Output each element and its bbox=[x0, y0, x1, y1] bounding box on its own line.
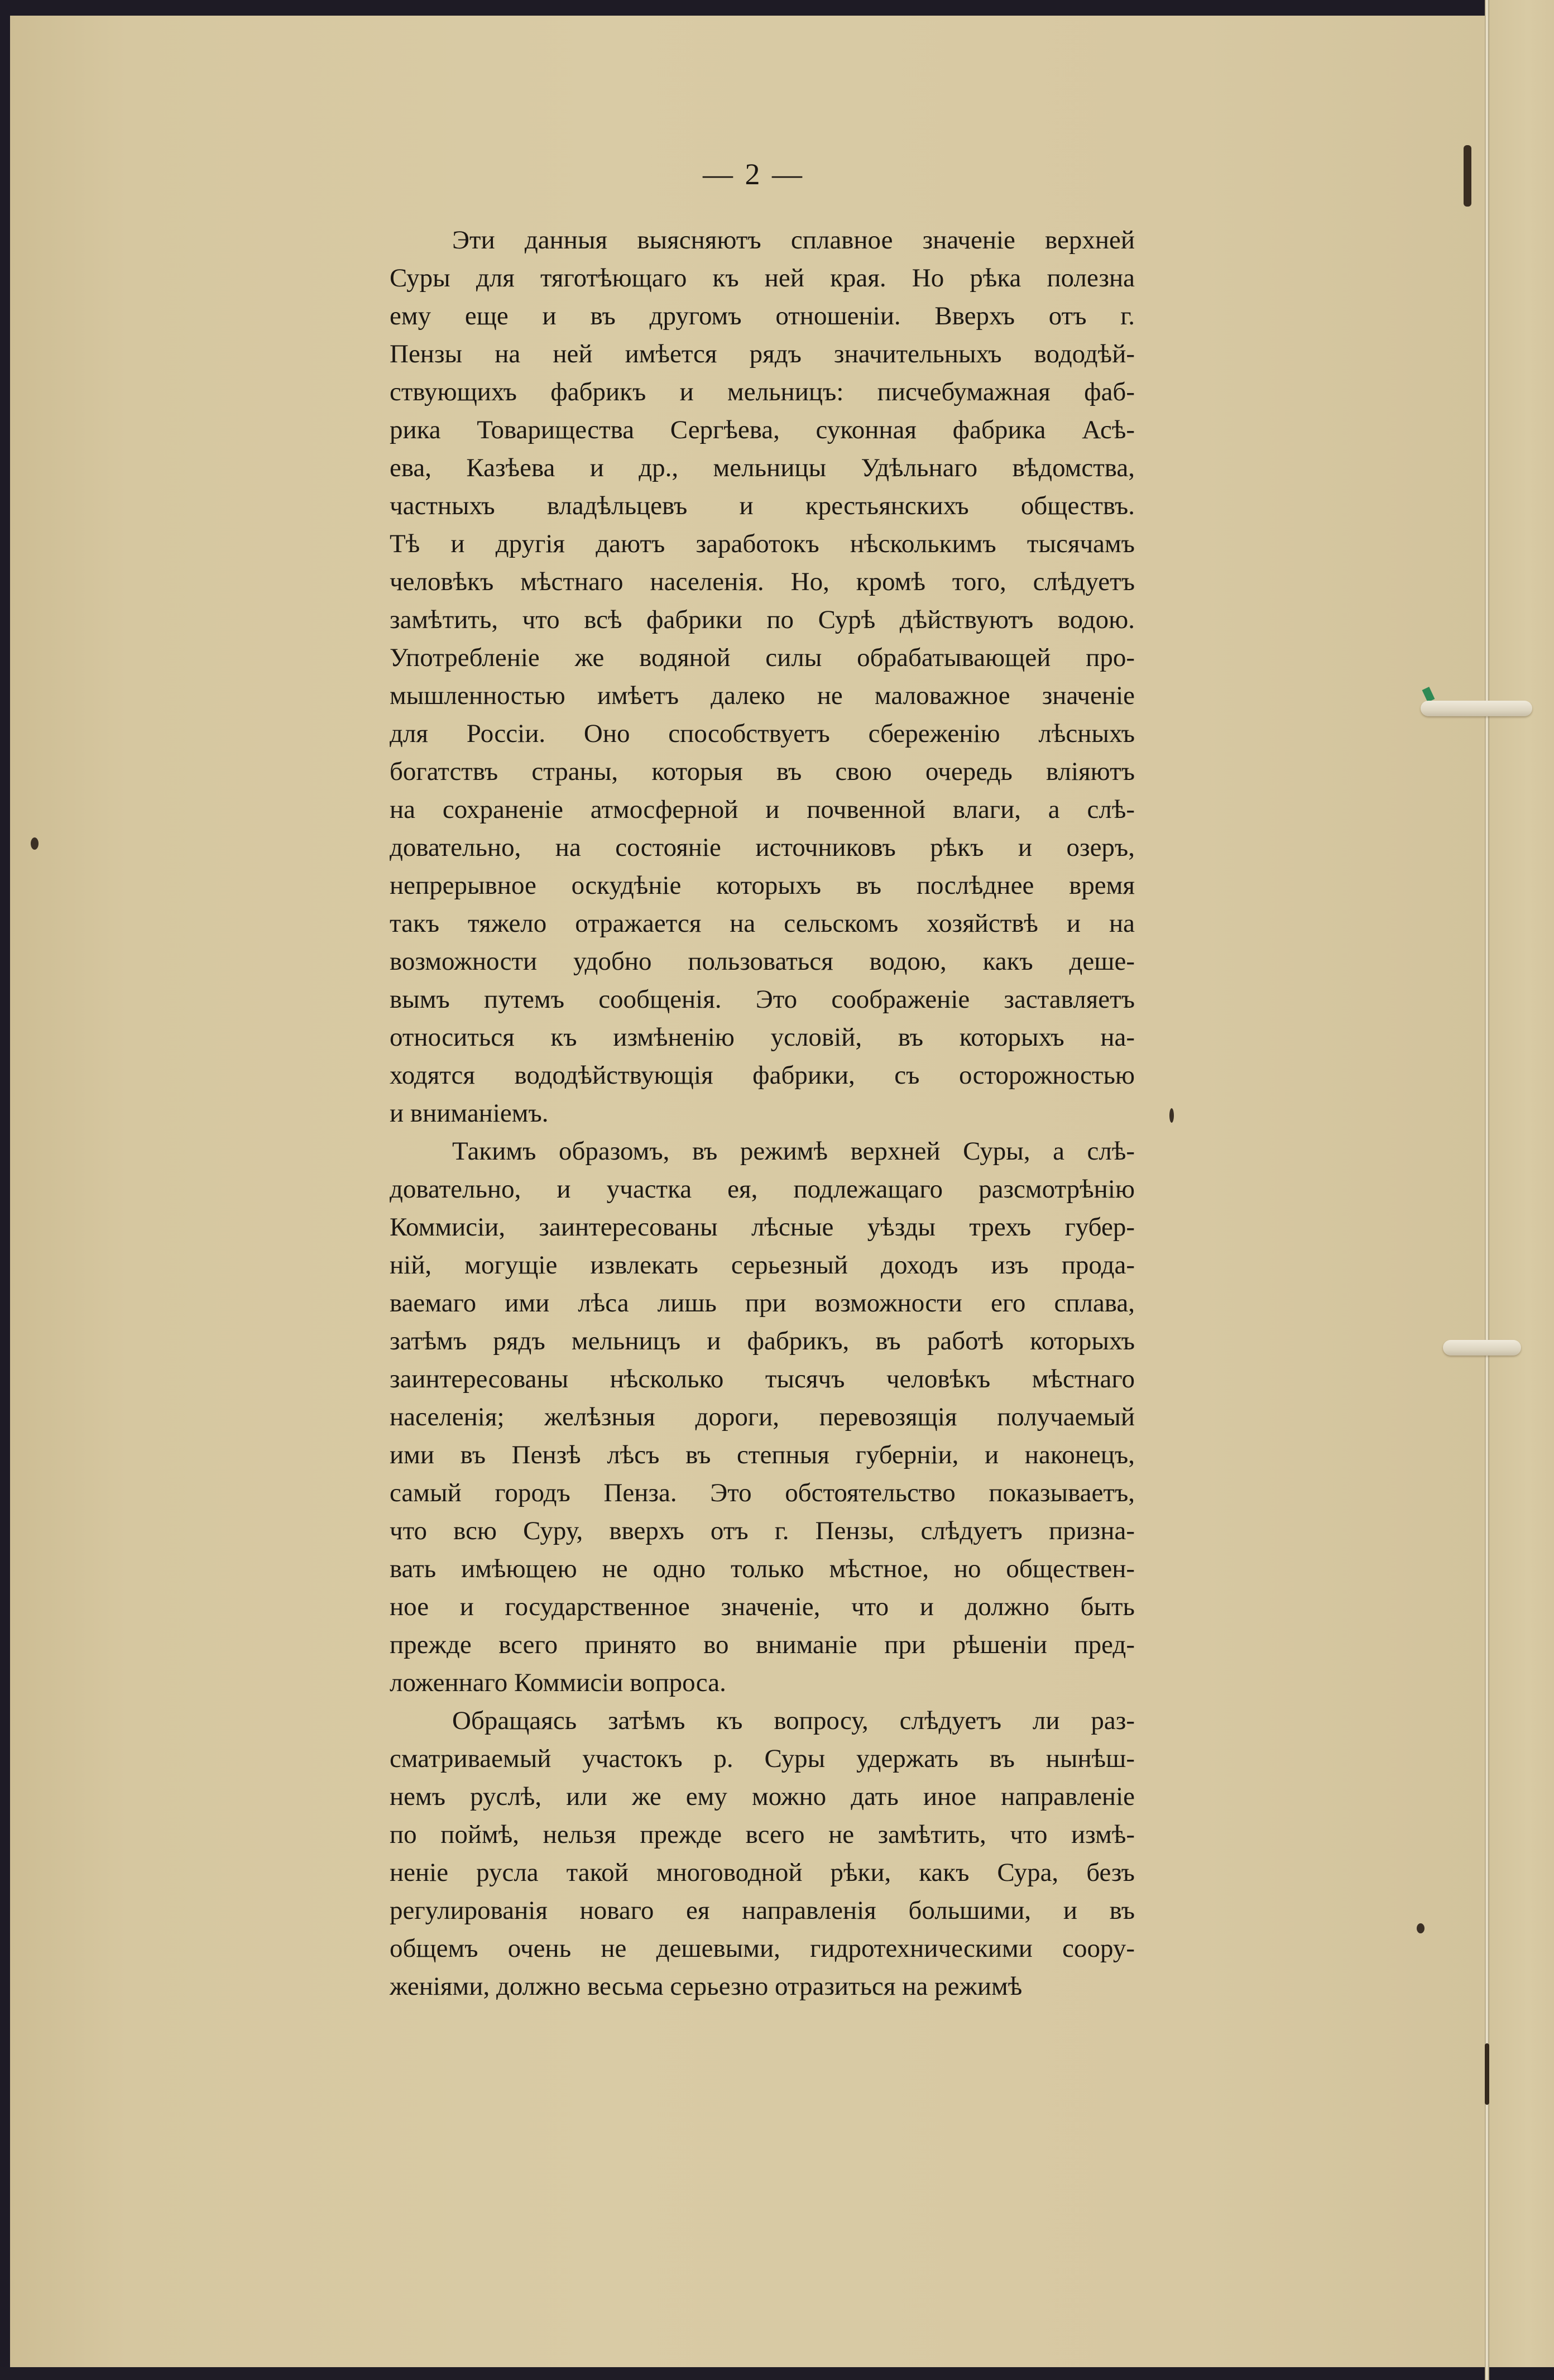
text-line: Коммисіи, заинтересованы лѣсные уѣзды трехъ губер- bbox=[390, 1213, 1135, 1242]
text-line: самый городъ Пенза. Это обстоятельство показываетъ, bbox=[390, 1478, 1135, 1507]
text-line: вать имѣющею не одно только мѣстное, но обществен- bbox=[390, 1554, 1135, 1583]
text-line: рика Товарищества Сергѣева, суконная фабрика Асѣ- bbox=[390, 415, 1135, 444]
text-line: ствующихъ фабрикъ и мельницъ: писчебумажная фаб- bbox=[390, 377, 1135, 406]
text-line: затѣмъ рядъ мельницъ и фабрикъ, въ работѣ которыхъ bbox=[390, 1327, 1135, 1356]
text-line: частныхъ владѣльцевъ и крестьянскихъ обществъ. bbox=[390, 491, 1135, 520]
text-line: ное и государственное значеніе, что и должно быть bbox=[390, 1592, 1135, 1621]
text-line: непрерывное оскудѣніе которыхъ въ послѣднее время bbox=[390, 871, 1135, 900]
text-line: ваемаго ими лѣса лишь при возможности его сплава, bbox=[390, 1289, 1135, 1318]
text-line: Тѣ и другія даютъ заработокъ нѣсколькимъ тысячамъ bbox=[390, 529, 1135, 558]
binding-tear-mark bbox=[1485, 2043, 1489, 2105]
text-line: на сохраненіе атмосферной и почвенной влаги, а слѣ- bbox=[390, 795, 1135, 824]
text-line: относиться къ измѣненію условій, въ которыхъ на- bbox=[390, 1023, 1135, 1052]
text-line: сматриваемый участокъ р. Суры удержать въ нынѣш- bbox=[390, 1744, 1135, 1773]
body-text bbox=[390, 221, 1135, 2005]
binding-tear-mark bbox=[1464, 145, 1471, 207]
text-line: Такимъ образомъ, въ режимѣ верхней Суры, а слѣ- bbox=[452, 1137, 1135, 1166]
paragraph bbox=[390, 1132, 1135, 1702]
text-line: неніе русла такой многоводной рѣки, какъ Сура, безъ bbox=[390, 1858, 1135, 1887]
text-line: ими въ Пензѣ лѣсъ въ степныя губерніи, и наконецъ, bbox=[390, 1440, 1135, 1469]
text-line: довательно, и участка ея, подлежащаго разсмотрѣнію bbox=[390, 1175, 1135, 1204]
text-line: Употребленіе же водяной силы обрабатывающей про- bbox=[390, 643, 1135, 672]
bottom-dark-edge bbox=[0, 2367, 1554, 2380]
text-line: по поймѣ, нельзя прежде всего не замѣтить, что измѣ- bbox=[390, 1820, 1135, 1849]
text-line: общемъ очень не дешевыми, гидротехническими соору- bbox=[390, 1934, 1135, 1963]
text-line: заинтересованы нѣсколько тысячъ человѣкъ мѣстнаго bbox=[390, 1364, 1135, 1393]
text-line: мышленностью имѣетъ далеко не маловажное значеніе bbox=[390, 681, 1135, 710]
text-line: человѣкъ мѣстнаго населенія. Но, кромѣ того, слѣдуетъ bbox=[390, 567, 1135, 596]
text-line: Эти данныя выясняютъ сплавное значеніе верхней bbox=[452, 226, 1135, 255]
text-line: вымъ путемъ сообщенія. Это соображеніе заставляетъ bbox=[390, 985, 1135, 1014]
binding-thread bbox=[1485, 0, 1489, 2380]
text-line: ходятся вододѣйствующія фабрики, съ осторожностью bbox=[390, 1061, 1135, 1090]
paper-speck bbox=[1169, 1108, 1174, 1123]
text-line: ему еще и въ другомъ отношеніи. Вверхъ отъ г. bbox=[390, 301, 1135, 331]
text-line: женіями, должно весьма серьезно отразиться на режимѣ bbox=[390, 1972, 1023, 2001]
binding-string-knot bbox=[1443, 1340, 1521, 1356]
left-dark-edge bbox=[0, 0, 10, 2380]
paragraph bbox=[390, 221, 1135, 1132]
text-line: довательно, на состояніе источниковъ рѣкъ и озеръ, bbox=[390, 833, 1135, 862]
text-line: ложеннаго Коммисіи вопроса. bbox=[390, 1668, 726, 1697]
paragraph bbox=[390, 1702, 1135, 2005]
text-line: регулированія новаго ея направленія большими, и въ bbox=[390, 1896, 1135, 1925]
text-line: немъ руслѣ, или же ему можно дать иное направленіе bbox=[390, 1782, 1135, 1811]
binding-string-knot bbox=[1421, 701, 1532, 716]
text-line: ній, могущіе извлекать серьезный доходъ изъ прода- bbox=[390, 1251, 1135, 1280]
text-line: возможности удобно пользоваться водою, какъ деше- bbox=[390, 947, 1135, 976]
page-number: — 2 — bbox=[703, 157, 804, 191]
text-line: замѣтить, что всѣ фабрики по Сурѣ дѣйствуютъ водою. bbox=[390, 605, 1135, 634]
text-line: Обращаясь затѣмъ къ вопросу, слѣдуетъ ли раз- bbox=[452, 1706, 1135, 1735]
text-line: что всю Суру, вверхъ отъ г. Пензы, слѣдуетъ призна- bbox=[390, 1516, 1135, 1545]
top-dark-edge bbox=[0, 0, 1489, 16]
text-line: богатствъ страны, которыя въ свою очередь вліяютъ bbox=[390, 757, 1135, 786]
text-line: ева, Казѣева и др., мельницы Удѣльнаго вѣдомства, bbox=[390, 453, 1135, 482]
text-line: такъ тяжело отражается на сельскомъ хозяйствѣ и на bbox=[390, 909, 1135, 938]
text-line: населенія; желѣзныя дороги, перевозящія получаемый bbox=[390, 1402, 1135, 1431]
text-line: Пензы на ней имѣется рядъ значительныхъ вододѣй- bbox=[390, 339, 1135, 368]
adjacent-sheet-edge bbox=[1489, 0, 1554, 2380]
text-line: Суры для тяготѣющаго къ ней края. Но рѣка полезна bbox=[390, 264, 1135, 293]
text-line: и вниманіемъ. bbox=[390, 1099, 549, 1128]
paper-speck bbox=[1417, 1923, 1424, 1933]
text-line: для Россіи. Оно способствуетъ сбереженію лѣсныхъ bbox=[390, 719, 1135, 748]
text-line: прежде всего принято во вниманіе при рѣшеніи пред- bbox=[390, 1630, 1135, 1659]
paper-speck bbox=[31, 837, 39, 850]
